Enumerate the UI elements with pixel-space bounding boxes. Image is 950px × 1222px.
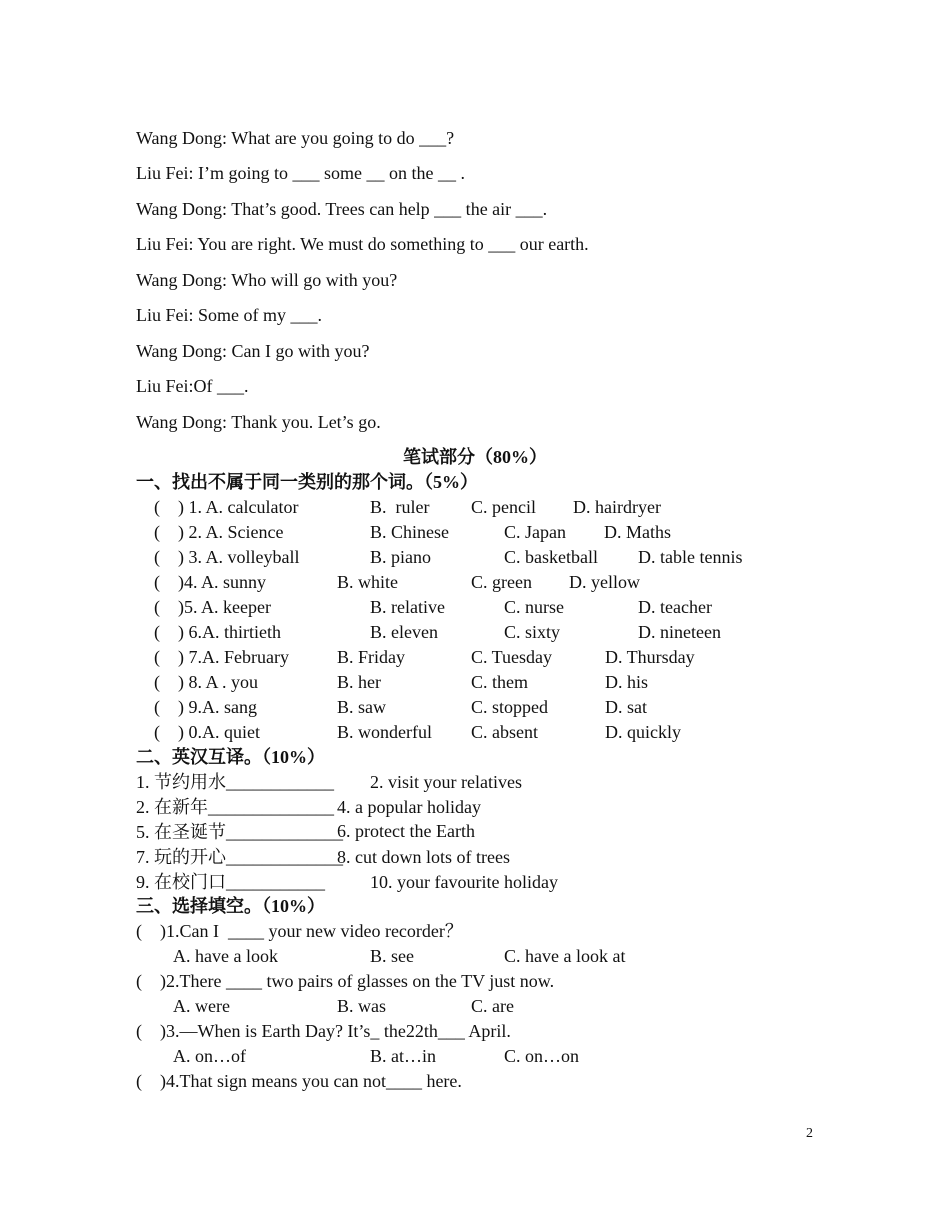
option: C. basketball [504, 547, 598, 567]
option: C. on…on [504, 1046, 580, 1066]
question-stem: ( )4. A. sunny [154, 572, 266, 592]
option: C. sixty [504, 622, 561, 642]
option: B. Friday [337, 647, 406, 667]
dialogue-line: Wang Dong: Who will go with you? [136, 270, 398, 290]
option: B. see [370, 946, 414, 966]
translate-item: 8. cut down lots of trees [337, 847, 510, 867]
option: B. white [337, 572, 398, 592]
option: D. yellow [569, 572, 640, 592]
option: D. his [605, 672, 649, 692]
option: D. table tennis [638, 547, 743, 567]
option: D. Thursday [605, 647, 695, 667]
option: D. nineteen [638, 622, 721, 642]
dialogue-line: Liu Fei: Some of my ___. [136, 305, 322, 325]
dialogue-line: Wang Dong: What are you going to do ___? [136, 128, 455, 148]
option: C. have a look at [504, 946, 626, 966]
option: D. teacher [638, 597, 712, 617]
question-stem: ( ) 2. A. Science [154, 522, 284, 542]
translate-item: 2. visit your relatives [370, 772, 522, 792]
question-stem: ( ) 3. A. volleyball [154, 547, 300, 567]
option: C. them [471, 672, 528, 692]
question-stem: ( ) 0.A. quiet [154, 722, 260, 742]
page-number: 2 [806, 1126, 813, 1141]
option: D. sat [605, 697, 647, 717]
dialogue-line: Wang Dong: That’s good. Trees can help ___ the air ___. [136, 199, 548, 219]
translate-item: 1. 节约用水____________ [136, 772, 334, 792]
section3-heading: 三、选择填空。（10%） [136, 896, 325, 916]
option: B. eleven [370, 622, 438, 642]
option: B. at…in [370, 1046, 436, 1066]
question-stem: ( )3.—When is Earth Day? It’s_ the22th___ April. [136, 1021, 511, 1041]
option: B. her [337, 672, 381, 692]
dialogue-line: Liu Fei: You are right. We must do something to ___ our earth. [136, 234, 589, 254]
question-stem: ( )2.There ____ two pairs of glasses on the TV just now. [136, 971, 555, 991]
option: D. hairdryer [573, 497, 661, 517]
option: B. was [337, 996, 386, 1016]
option: A. were [173, 996, 230, 1016]
question-stem: ( ) 1. A. calculator [154, 497, 299, 517]
option: B. wonderful [337, 722, 432, 742]
option: C. green [471, 572, 532, 592]
option: C. pencil [471, 497, 536, 517]
option: D. quickly [605, 722, 681, 742]
question-stem: ( )4.That sign means you can not____ here. [136, 1071, 462, 1091]
option: C. absent [471, 722, 538, 742]
dialogue-line: Liu Fei: I’m going to ___ some __ on the __ . [136, 163, 465, 183]
dialogue-line: Wang Dong: Thank you. Let’s go. [136, 412, 381, 432]
option: C. are [471, 996, 514, 1016]
option: D. Maths [604, 522, 671, 542]
written-part-title: 笔试部分（80%） [403, 447, 547, 467]
translate-item: 2. 在新年______________ [136, 797, 334, 817]
translate-item: 9. 在校门口___________ [136, 872, 325, 892]
question-stem: ( )5. A. keeper [154, 597, 271, 617]
translate-item: 7. 玩的开心_____________ [136, 847, 343, 867]
translate-item: 6. protect the Earth [337, 821, 475, 841]
dialogue-line: Wang Dong: Can I go with you? [136, 341, 370, 361]
translate-item: 10. your favourite holiday [370, 872, 558, 892]
question-stem: ( ) 6.A. thirtieth [154, 622, 281, 642]
section2-heading: 二、英汉互译。（10%） [136, 747, 325, 767]
option: B. Chinese [370, 522, 449, 542]
question-stem: ( ) 8. A . you [154, 672, 259, 692]
dialogue-line: Liu Fei:Of ___. [136, 376, 249, 396]
option: B. relative [370, 597, 445, 617]
option: A. on…of [173, 1046, 246, 1066]
option: B. ruler [370, 497, 430, 517]
section1-heading: 一、找出不属于同一类别的那个词。（5%） [136, 472, 478, 492]
question-stem: ( ) 9.A. sang [154, 697, 257, 717]
question-stem: ( )1.Can I ____ your new video recorder？ [136, 921, 463, 941]
option: A. have a look [173, 946, 278, 966]
question-stem: ( ) 7.A. February [154, 647, 289, 667]
option: C. Tuesday [471, 647, 553, 667]
option: C. nurse [504, 597, 564, 617]
option: B. piano [370, 547, 431, 567]
option: C. stopped [471, 697, 549, 717]
translate-item: 4. a popular holiday [337, 797, 481, 817]
option: C. Japan [504, 522, 566, 542]
option: B. saw [337, 697, 386, 717]
translate-item: 5. 在圣诞节_____________ [136, 822, 343, 842]
